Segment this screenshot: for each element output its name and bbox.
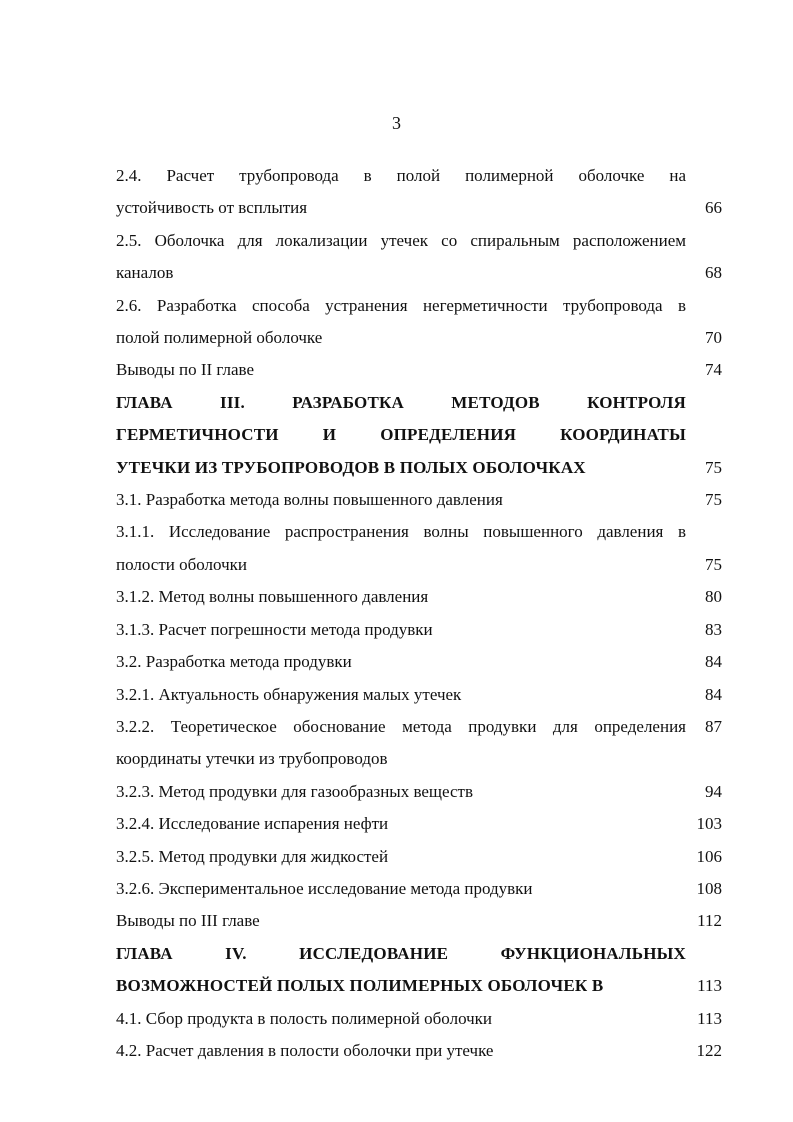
toc-entry-title: 2.4. Расчет трубопровода в полой полимерной оболочке на <box>116 166 686 185</box>
toc-entry-conclusions-ch3 <box>116 905 722 937</box>
toc-entry-title: 4.1. Сбор продукта в полость полимерной оболочки <box>116 1008 493 1028</box>
toc-entry-2-4 <box>116 160 722 225</box>
toc-entry-3-2-1 <box>116 679 722 711</box>
toc-entry-page: 103 <box>696 814 722 834</box>
toc-entry-page: 74 <box>705 360 722 380</box>
toc-chapter-title: ГЛАВА III. РАЗРАБОТКА МЕТОДОВ КОНТРОЛЯ <box>116 392 686 412</box>
toc-entry-page: 84 <box>705 684 722 704</box>
toc-entry-page: 75 <box>705 554 722 574</box>
toc-entry-page: 84 <box>705 652 722 672</box>
toc-chapter-3 <box>116 387 722 484</box>
toc-entry-title-continued: полой полимерной оболочке <box>116 328 323 348</box>
toc-entry-3-1-1 <box>116 516 722 581</box>
toc-entry-page: 75 <box>705 457 722 477</box>
toc-entry-title: 3.2.5. Метод продувки для жидкостей <box>116 846 389 866</box>
toc-entry-3-2-2 <box>116 711 722 776</box>
toc-chapter-4 <box>116 938 722 1003</box>
toc-entry-2-5 <box>116 225 722 290</box>
toc-entry-page: 87 <box>705 716 722 736</box>
table-of-contents <box>116 160 722 1067</box>
toc-entry-title: 3.2.1. Актуальность обнаружения малых утечек <box>116 684 462 704</box>
toc-entry-title: 3.2. Разработка метода продувки <box>116 652 352 672</box>
toc-entry-title: 2.5. Оболочка для локализации утечек со спиральным расположением <box>116 230 686 250</box>
toc-entry-3-2 <box>116 646 722 678</box>
toc-entry-title: 3.1.2. Метод волны повышенного давления <box>116 587 429 607</box>
toc-entry-4-1 <box>116 1003 722 1035</box>
toc-entry-3-2-4 <box>116 808 722 840</box>
toc-chapter-title: ГЛАВА IV. ИССЛЕДОВАНИЕ ФУНКЦИОНАЛЬНЫХ <box>116 943 686 963</box>
toc-entry-title-continued: устойчивость от всплытия <box>116 198 308 218</box>
toc-entry-title: 3.2.3. Метод продувки для газообразных веществ <box>116 781 473 801</box>
toc-entry-title: 3.2.6. Экспериментальное исследование метода продувки <box>116 878 533 898</box>
toc-entry-page: 108 <box>696 878 722 898</box>
toc-entry-title: 2.6. Разработка способа устранения негерметичности трубопровода в <box>116 295 686 315</box>
toc-entry-title: 3.1. Разработка метода волны повышенного давления <box>116 490 503 510</box>
toc-chapter-title-end: УТЕЧКИ ИЗ ТРУБОПРОВОДОВ В ПОЛЫХ ОБОЛОЧКАХ <box>116 457 586 477</box>
toc-entry-title: 3.1.3. Расчет погрешности метода продувки <box>116 619 433 639</box>
toc-entry-3-2-3 <box>116 776 722 808</box>
toc-entry-4-2 <box>116 1035 722 1067</box>
toc-entry-title: Выводы по II главе <box>116 360 255 380</box>
toc-entry-page: 66 <box>705 198 722 218</box>
toc-entry-title-continued: полости оболочки <box>116 554 247 574</box>
toc-entry-conclusions-ch2 <box>116 354 722 386</box>
toc-chapter-title-continued: ГЕРМЕТИЧНОСТИ И ОПРЕДЕЛЕНИЯ КООРДИНАТЫ <box>116 425 686 445</box>
toc-entry-page: 106 <box>696 846 722 866</box>
toc-entry-page: 94 <box>705 781 722 801</box>
toc-entry-3-1 <box>116 484 722 516</box>
toc-entry-page: 112 <box>697 911 722 931</box>
toc-entry-title: Выводы по III главе <box>116 911 260 931</box>
toc-entry-2-6 <box>116 290 722 355</box>
toc-entry-page: 113 <box>697 976 722 996</box>
toc-entry-page: 83 <box>705 619 722 639</box>
toc-entry-title: 3.1.1. Исследование распространения волны повышенного давления в <box>116 522 686 542</box>
toc-entry-page: 113 <box>697 1008 722 1028</box>
toc-entry-page: 122 <box>696 1040 722 1060</box>
toc-chapter-title-continued: ВОЗМОЖНОСТЕЙ ПОЛЫХ ПОЛИМЕРНЫХ ОБОЛОЧЕК В <box>116 976 604 996</box>
toc-entry-page: 80 <box>705 587 722 607</box>
toc-entry-title: 3.2.2. Теоретическое обоснование метода продувки для определения <box>116 716 686 736</box>
toc-entry-title-continued: координаты утечки из трубопроводов <box>116 749 388 769</box>
toc-entry-page: 75 <box>705 490 722 510</box>
toc-entry-title: 4.2. Расчет давления в полости оболочки при утечке <box>116 1040 494 1060</box>
toc-entry-page: 70 <box>705 328 722 348</box>
toc-entry-3-1-2 <box>116 581 722 613</box>
toc-entry-page: 68 <box>705 263 722 283</box>
toc-entry-3-1-3 <box>116 614 722 646</box>
toc-entry-3-2-6 <box>116 873 722 905</box>
page-number: 3 <box>392 113 401 133</box>
toc-entry-3-2-5 <box>116 841 722 873</box>
toc-entry-title-continued: каналов <box>116 263 174 283</box>
toc-entry-title: 3.2.4. Исследование испарения нефти <box>116 814 389 834</box>
